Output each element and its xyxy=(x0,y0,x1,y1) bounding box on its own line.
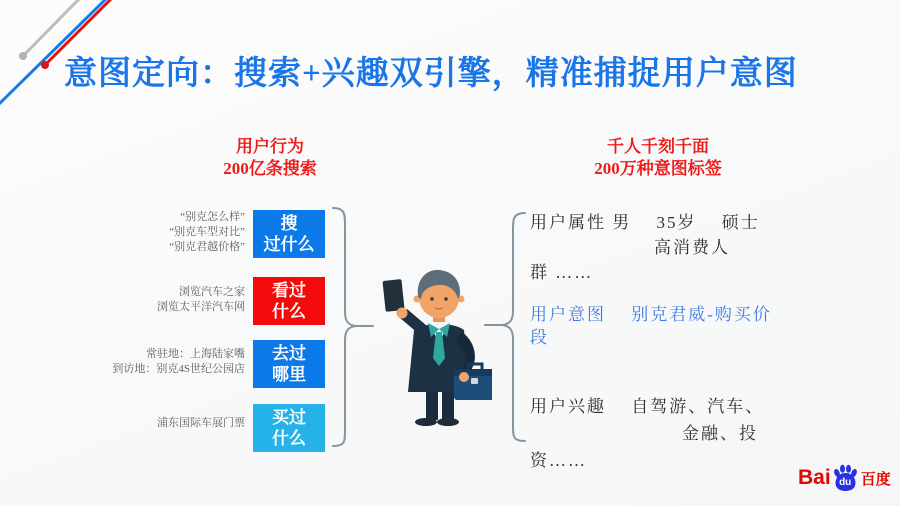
intent-line: 段 xyxy=(530,328,549,347)
left-curly-brace xyxy=(331,206,377,448)
tag-box-line: 过什么 xyxy=(263,235,315,254)
tag-box-line: 去过 xyxy=(272,344,306,363)
interest-line: 资…… xyxy=(530,451,587,470)
right-header-line2: 200万种意图标签 xyxy=(594,159,722,178)
left-header-line1: 用户行为 xyxy=(236,137,304,156)
note-line: 到访地：别克4S世纪公园店 xyxy=(112,363,245,375)
note-line: 浏览太平洋汽车网 xyxy=(157,301,245,313)
right-column-header xyxy=(537,136,779,180)
browse-behavior-note xyxy=(75,285,245,315)
right-header-line1: 千人千刻千面 xyxy=(607,137,709,156)
right-curly-brace xyxy=(481,211,527,443)
tag-box-line: 什么 xyxy=(272,429,306,448)
tag-box-bought xyxy=(253,404,325,452)
tag-box-line: 买过 xyxy=(272,408,306,427)
left-header-line2: 200亿条搜索 xyxy=(223,159,317,178)
interest-line: 金融、投 xyxy=(682,424,758,443)
interest-line: 用户兴趣 自驾游、汽车、 xyxy=(530,397,765,416)
baidu-logo-bai: Bai xyxy=(798,466,831,489)
location-behavior-note xyxy=(75,347,245,377)
tag-box-visited xyxy=(253,340,325,388)
baidu-logo-du: du xyxy=(839,477,852,488)
note-line: “别克君越价格” xyxy=(169,241,245,253)
note-line: 常驻地：上海陆家嘴 xyxy=(146,348,245,360)
user-intent-block xyxy=(530,303,810,349)
attribute-line: 用户属性 男 35岁 硕士 xyxy=(530,213,760,232)
businessman-illustration xyxy=(376,266,492,432)
tag-box-line: 看过 xyxy=(272,281,306,300)
tag-box-searched xyxy=(253,210,325,258)
left-column-header xyxy=(155,136,385,180)
note-line: “别克车型对比” xyxy=(169,226,245,238)
intent-line: 用户意图 别克君威-购买价 xyxy=(530,305,772,324)
note-line: 浦东国际车展门票 xyxy=(157,417,245,429)
baidu-logo xyxy=(798,464,891,492)
baidu-logo-cn: 百度 xyxy=(860,470,891,488)
attribute-line: 高消费人 xyxy=(654,238,730,257)
user-attribute-block xyxy=(530,210,800,285)
note-line: 浏览汽车之家 xyxy=(179,286,245,298)
tag-box-line: 哪里 xyxy=(272,365,306,384)
note-line: “别克怎么样” xyxy=(180,211,245,223)
purchase-behavior-note xyxy=(75,416,245,431)
tag-box-line: 什么 xyxy=(272,302,306,321)
phone-icon xyxy=(382,279,404,312)
slide-title: 意图定向：搜索+兴趣双引擎，精准捕捉用户意图 xyxy=(64,56,798,92)
tag-box-line: 搜 xyxy=(280,214,298,233)
search-behavior-note xyxy=(75,210,245,255)
user-interest-block xyxy=(530,393,810,474)
attribute-line: 群 …… xyxy=(530,263,594,282)
tag-box-viewed xyxy=(253,277,325,325)
baidu-paw-icon xyxy=(832,464,859,492)
